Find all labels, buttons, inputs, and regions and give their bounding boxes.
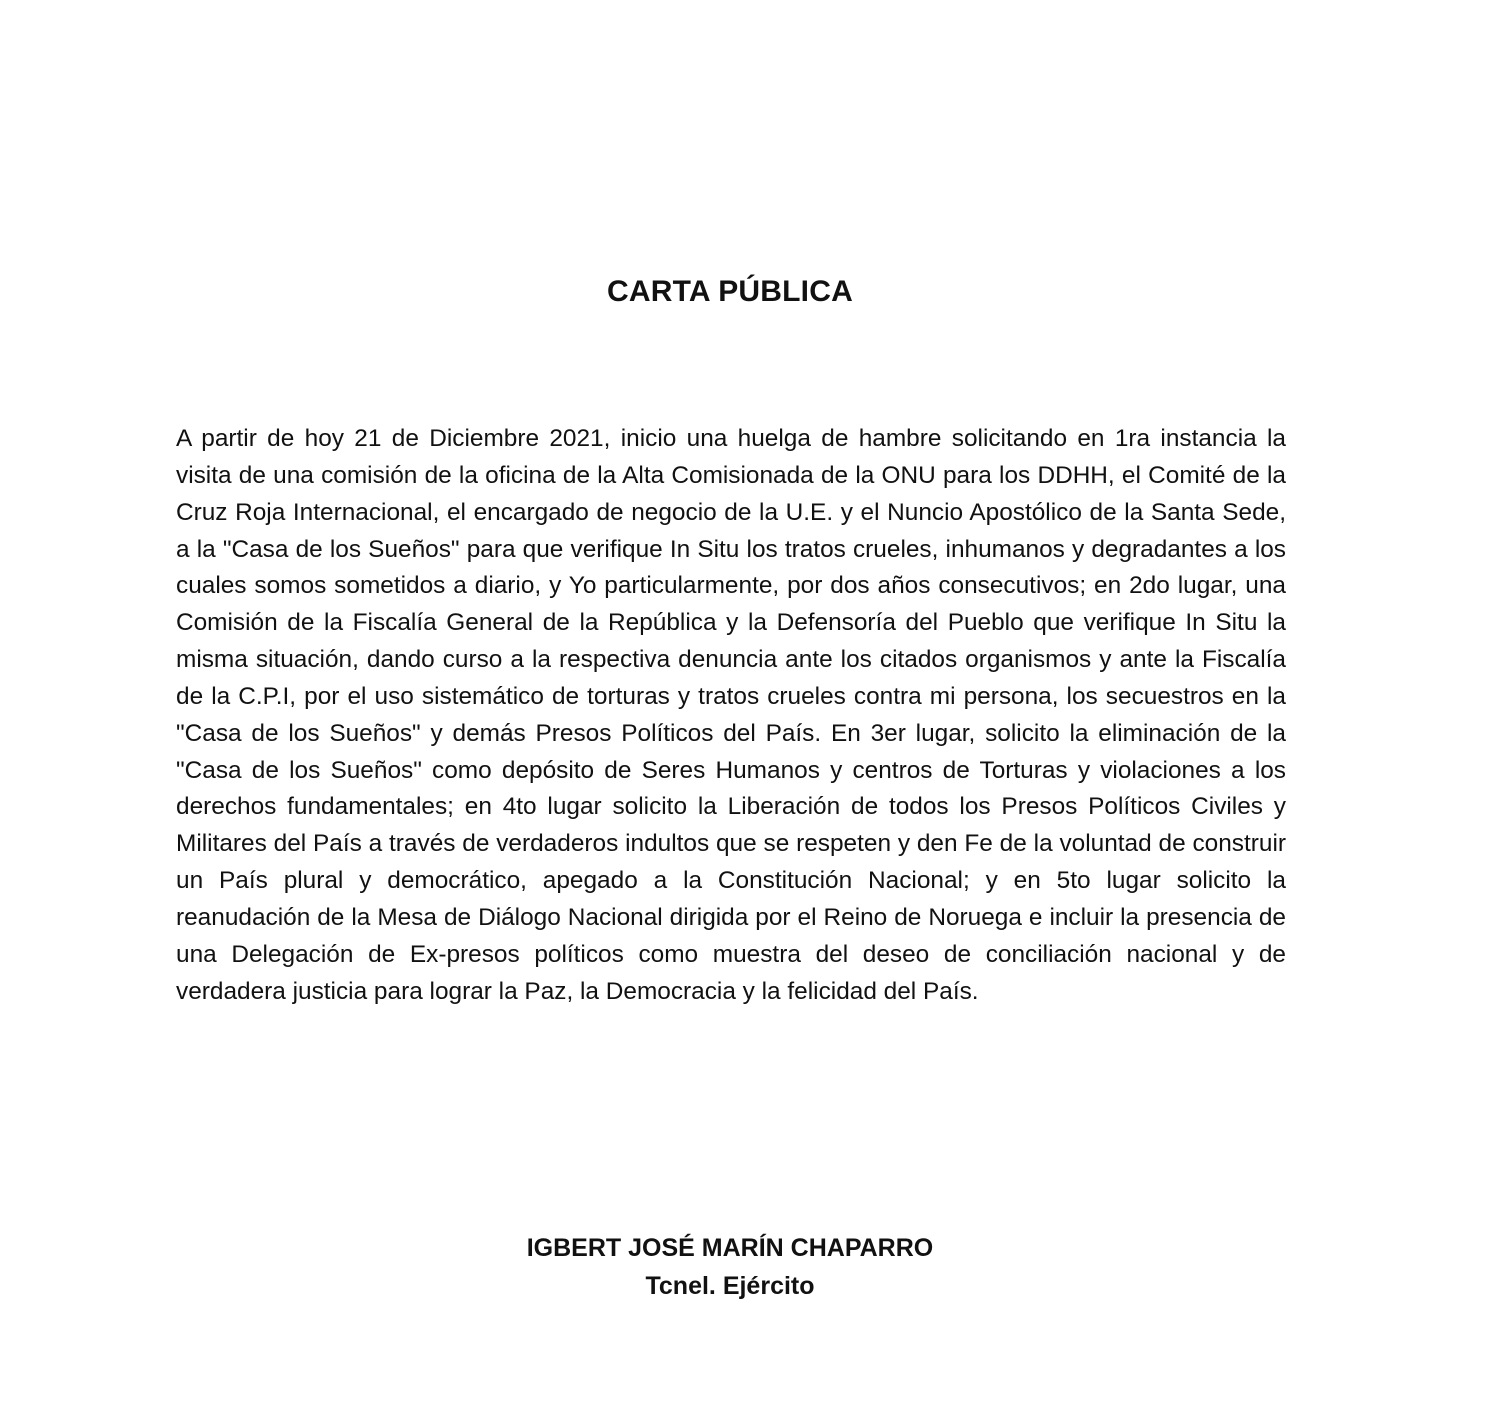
letter-body: A partir de hoy 21 de Diciembre 2021, inicio una huelga de hambre solicitando en 1ra instancia la visita de una comisión de la oficina de la Alta Comisionada de la ONU para los DDHH, el Comité de la Cruz Roja Internacional, el encargado de negocio de la U.E. y el Nuncio Apostólico de la Santa Sede, a la "Casa de los Sueños" para que verifique In Situ los tratos crueles, inhumanos y degradantes a los cuales somos sometidos a diario, y Yo particularmente, por dos años consecutivos; en 2do lugar, una Comisión de la Fiscalía General de la República y la Defensoría del Pueblo que verifique In Situ la misma situación, dando curso a la respectiva denuncia ante los citados organismos y ante la Fiscalía de la C.P.I, por el uso sistemático de torturas y tratos crueles contra mi persona, los secuestros en la "Casa de los Sueños" y demás Presos Políticos del País. En 3er lugar, solicito la eliminación de la "Casa de los Sueños" como depósito de Seres Humanos y centros de Torturas y violaciones a los derechos fundamentales; en 4to lugar solicito la Liberación de todos los Presos Políticos Civiles y Militares del País a través de verdaderos indultos que se respeten y den Fe de la voluntad de construir un País plural y democrático, apegado a la Constitución Nacional; y en 5to lugar solicito la reanudación de la Mesa de Diálogo Nacional dirigida por el Reino de Noruega e incluir la presencia de una Delegación de Ex-presos políticos como muestra del deseo de conciliación nacional y de verdadera justicia para lograr la Paz, la Democracia y la felicidad del País. <box>176 425 1286 1005</box>
letter-title: CARTA PÚBLICA <box>607 275 853 308</box>
signature-block <box>0 1229 1460 1305</box>
signature-rank: Tcnel. Ejército <box>645 1272 815 1300</box>
signature-name: IGBERT JOSÉ MARÍN CHAPARRO <box>526 1234 934 1262</box>
